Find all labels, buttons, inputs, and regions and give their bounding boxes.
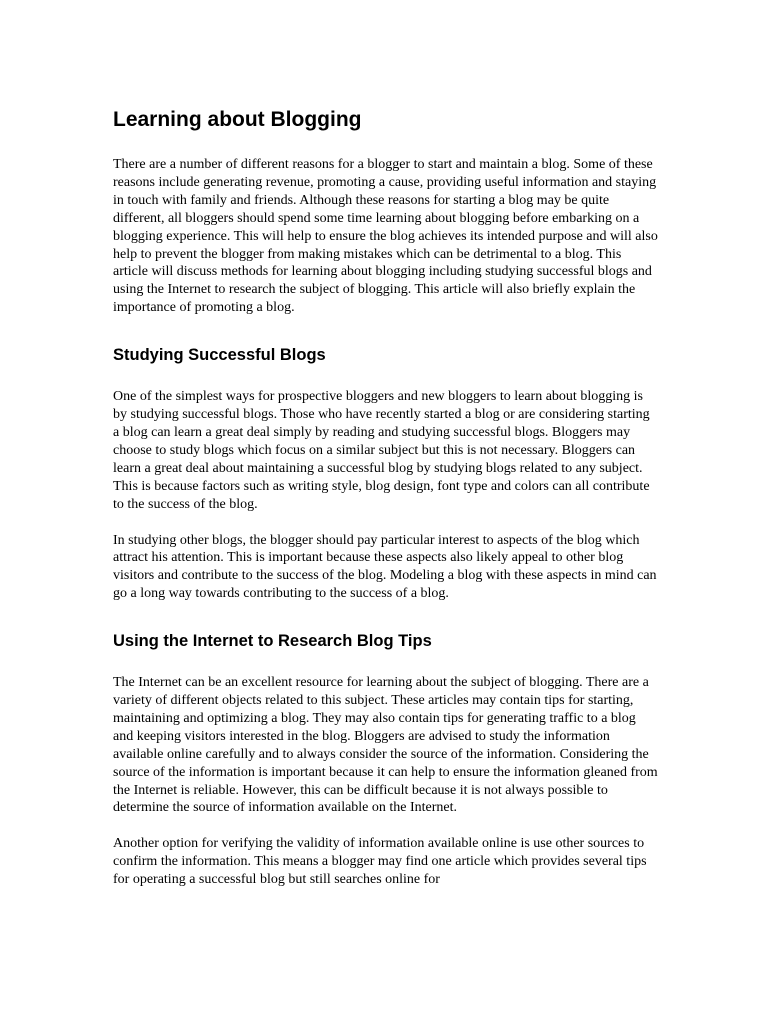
section-heading-internet-research: Using the Internet to Research Blog Tips bbox=[113, 632, 432, 651]
section-heading-studying-successful-blogs: Studying Successful Blogs bbox=[113, 346, 326, 365]
body-paragraph: The Internet can be an excellent resource for learning about the subject of blogging. There are a variety of different objects related to this subject. These articles may contain tips for starting, maintaining and optimizing a blog. They may also contain tips for generating traffic to a blog and keeping visitors interested in the blog. Bloggers are advised to study the information available online carefully and to always consider the source of the information. Considering the source of the information is important because it can help to ensure the information gleaned from the Internet is reliable. However, this can be difficult because it is not always possible to determine the source of information available on the Internet. bbox=[113, 675, 658, 816]
document-page bbox=[113, 106, 658, 907]
intro-paragraph: There are a number of different reasons for a blogger to start and maintain a blog. Some of these reasons include generating revenue, promoting a cause, providing useful information and staying in touch with family and friends. Although these reasons for starting a blog may be quite different, all bloggers should spend some time learning about blogging before embarking on a blogging experience. This will help to ensure the blog achieves its intended purpose and will also help to prevent the blogger from making mistakes which can be detrimental to a blog. This article will discuss methods for learning about blogging including studying successful blogs and using the Internet to research the subject of blogging. This article will also briefly explain the importance of promoting a blog. bbox=[113, 157, 658, 316]
body-paragraph: Another option for verifying the validity of information available online is use other sources to confirm the information. This means a blogger may find one article which provides several tips for operating a successful blog but still searches online for bbox=[113, 836, 647, 888]
body-paragraph: One of the simplest ways for prospective bloggers and new bloggers to learn about blogging is by studying successful blogs. Those who have recently started a blog or are considering starting a blog can learn a great deal simply by reading and studying successful blogs. Bloggers may choose to study blogs which focus on a similar subject but this is not necessary. Bloggers can learn a great deal about maintaining a successful blog by studying blogs related to any subject. This is because factors such as writing style, blog design, font type and colors can all contribute to the success of the blog. bbox=[113, 389, 650, 512]
document-title: Learning about Blogging bbox=[113, 108, 362, 131]
body-paragraph: In studying other blogs, the blogger should pay particular interest to aspects of the blog which attract his attention. This is important because these aspects also likely appeal to other blog visitors and contribute to the success of the blog. Modeling a blog with these aspects in mind can go a long way towards contributing to the success of a blog. bbox=[113, 532, 657, 602]
